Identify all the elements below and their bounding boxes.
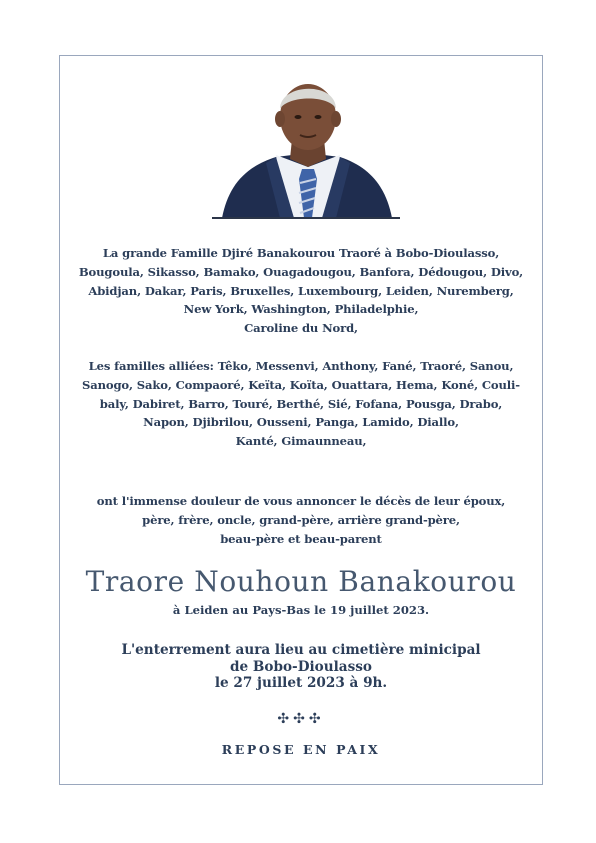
family-line: Bougoula, Sikasso, Bamako, Ouagadougou, Banfora, Dédougou, Divo, (78, 264, 524, 279)
burial-info (60, 642, 542, 692)
allied-line: Les familles alliées: Têko, Messenvi, Anthony, Fané, Traoré, Sanou, (88, 359, 514, 373)
family-line: New York, Washington, Philadelphie, (183, 302, 419, 317)
closing-phrase: REPOSE EN PAIX (221, 742, 381, 757)
deceased-name: Traore Nouhoun Banakourou (85, 565, 517, 598)
allied-line: Napon, Djibrilou, Ousseni, Panga, Lamido, Diallo, (143, 415, 459, 430)
cross-ornament-icon: ✣✣✣ (277, 711, 325, 727)
announcement-line: ont l'immense douleur de vous annoncer le décès de leur époux, (96, 494, 506, 508)
photo-underline (212, 217, 400, 219)
portrait-photo (214, 75, 400, 218)
death-place-date: à Leiden au Pays-Bas le 19 juillet 2023. (172, 603, 430, 617)
allied-families-paragraph (70, 357, 532, 451)
allied-line: Kanté, Gimaunneau, (235, 434, 367, 449)
allied-line: Sanogo, Sako, Compaoré, Keïta, Koïta, Ouattara, Hema, Koné, Couli- (82, 377, 520, 392)
family-paragraph (70, 244, 532, 338)
family-line: Abidjan, Dakar, Paris, Bruxelles, Luxembourg, Leiden, Nuremberg, (88, 283, 514, 298)
burial-line: L'enterrement aura lieu au cimetière minicipal (121, 642, 481, 658)
burial-line: le 27 juillet 2023 à 9h. (214, 675, 388, 691)
family-line: La grande Famille Djiré Banakourou Traoré à Bobo-Dioulasso, (102, 246, 500, 260)
burial-line: de Bobo-Dioulasso (230, 658, 372, 675)
announcement-paragraph (70, 492, 532, 548)
portrait-image (214, 75, 400, 218)
announcement-line: beau-père et beau-parent (220, 531, 382, 546)
family-line: Caroline du Nord, (244, 321, 358, 336)
allied-line: baly, Dabiret, Barro, Touré, Berthé, Sié, Fofana, Pousga, Drabo, (99, 396, 503, 411)
announcement-line: père, frère, oncle, grand-père, arrière grand-père, (142, 512, 460, 527)
